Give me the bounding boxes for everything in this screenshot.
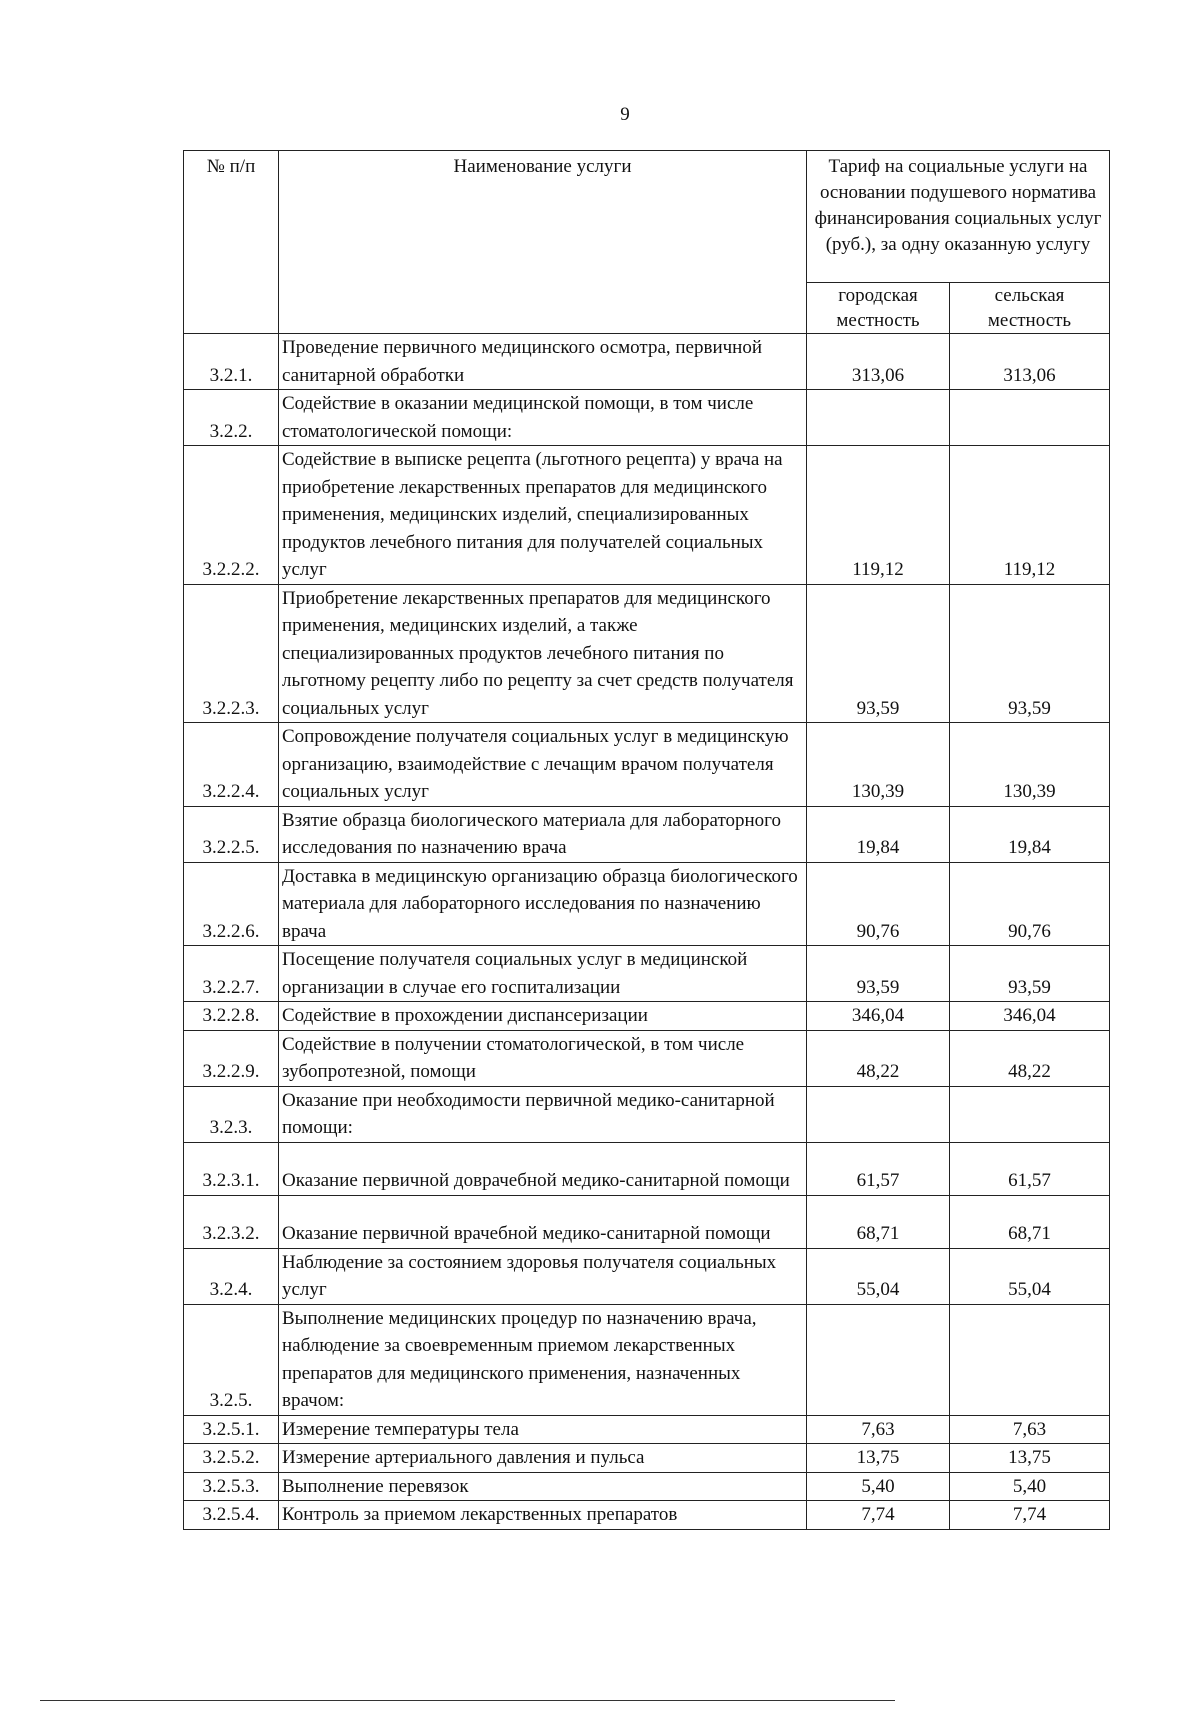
row-number: 3.2.2.2. [184,446,279,585]
row-number: 3.2.2.7. [184,946,279,1002]
row-number: 3.2.2.4. [184,723,279,807]
header-name: Наименование услуги [279,151,807,334]
row-city-tariff [807,1304,950,1415]
row-city-tariff [807,1086,950,1142]
row-service-name: Измерение температуры тела [279,1415,807,1444]
row-number: 3.2.5.1. [184,1415,279,1444]
row-rural-tariff: 346,04 [950,1002,1110,1031]
row-service-name: Проведение первичного медицинского осмотра, первичной санитарной обработки [279,334,807,390]
row-rural-tariff: 93,59 [950,584,1110,723]
row-number: 3.2.5.2. [184,1444,279,1473]
row-city-tariff: 119,12 [807,446,950,585]
tariff-table [183,150,1110,1530]
row-number: 3.2.2.9. [184,1030,279,1086]
row-city-tariff: 19,84 [807,806,950,862]
row-number: 3.2.5.3. [184,1472,279,1501]
table-row [184,1501,1110,1530]
row-service-name: Взятие образца биологического материала для лабораторного исследования по назначению врача [279,806,807,862]
row-service-name: Содействие в оказании медицинской помощи, в том числе стоматологической помощи: [279,390,807,446]
table-row [184,1086,1110,1142]
header-city: городская местность [807,283,950,334]
row-number: 3.2.1. [184,334,279,390]
header-num: № п/п [184,151,279,334]
row-service-name: Выполнение медицинских процедур по назначению врача, наблюдение за своевременным приемом лекарственных препаратов для медицинского применения, назначенных врачом: [279,1304,807,1415]
row-service-name: Доставка в медицинскую организацию образца биологического материала для лабораторного исследования по назначению врача [279,862,807,946]
row-rural-tariff: 13,75 [950,1444,1110,1473]
row-city-tariff: 90,76 [807,862,950,946]
row-rural-tariff: 313,06 [950,334,1110,390]
row-city-tariff: 313,06 [807,334,950,390]
row-service-name: Содействие в прохождении диспансеризации [279,1002,807,1031]
row-service-name: Сопровождение получателя социальных услуг в медицинскую организацию, взаимодействие с лечащим врачом получателя социальных услуг [279,723,807,807]
row-rural-tariff: 90,76 [950,862,1110,946]
row-city-tariff: 13,75 [807,1444,950,1473]
row-service-name: Оказание первичной доврачебной медико-санитарной помощи [279,1142,807,1195]
row-rural-tariff: 7,63 [950,1415,1110,1444]
row-number: 3.2.3.2. [184,1195,279,1248]
row-service-name: Оказание первичной врачебной медико-санитарной помощи [279,1195,807,1248]
table-body [184,334,1110,1530]
row-city-tariff: 48,22 [807,1030,950,1086]
row-number: 3.2.2.5. [184,806,279,862]
row-service-name: Приобретение лекарственных препаратов для медицинского применения, медицинских изделий, а также специализированных продуктов лечебного питания по льготному рецепту либо по рецепту за счет средств получателя социальных услуг [279,584,807,723]
row-city-tariff: 55,04 [807,1248,950,1304]
table-row [184,1472,1110,1501]
row-service-name: Посещение получателя социальных услуг в медицинской организации в случае его госпитализации [279,946,807,1002]
row-number: 3.2.5.4. [184,1501,279,1530]
table-row [184,334,1110,390]
row-rural-tariff: 55,04 [950,1248,1110,1304]
table-row [184,1444,1110,1473]
row-city-tariff: 93,59 [807,946,950,1002]
row-rural-tariff [950,1304,1110,1415]
footer-rule [40,1700,895,1701]
row-service-name: Содействие в выписке рецепта (льготного рецепта) у врача на приобретение лекарственных препаратов для медицинского применения, медицинских изделий, специализированных продуктов лечебного питания для получателей социальных услуг [279,446,807,585]
row-service-name: Оказание при необходимости первичной медико-санитарной помощи: [279,1086,807,1142]
table-row [184,1142,1110,1195]
row-rural-tariff: 5,40 [950,1472,1110,1501]
row-number: 3.2.2.6. [184,862,279,946]
table-row [184,723,1110,807]
row-number: 3.2.5. [184,1304,279,1415]
row-city-tariff: 5,40 [807,1472,950,1501]
row-number: 3.2.3.1. [184,1142,279,1195]
row-number: 3.2.4. [184,1248,279,1304]
table-row [184,946,1110,1002]
row-service-name: Измерение артериального давления и пульса [279,1444,807,1473]
header-rural: сельская местность [950,283,1110,334]
row-number: 3.2.2. [184,390,279,446]
row-rural-tariff: 61,57 [950,1142,1110,1195]
row-rural-tariff: 68,71 [950,1195,1110,1248]
row-city-tariff: 61,57 [807,1142,950,1195]
row-rural-tariff: 19,84 [950,806,1110,862]
row-city-tariff [807,390,950,446]
row-rural-tariff: 119,12 [950,446,1110,585]
row-city-tariff: 7,74 [807,1501,950,1530]
table-row [184,1415,1110,1444]
row-service-name: Контроль за приемом лекарственных препаратов [279,1501,807,1530]
row-service-name: Выполнение перевязок [279,1472,807,1501]
row-rural-tariff: 93,59 [950,946,1110,1002]
page-number: 9 [620,104,630,125]
row-city-tariff: 93,59 [807,584,950,723]
row-rural-tariff: 130,39 [950,723,1110,807]
row-city-tariff: 130,39 [807,723,950,807]
table-row [184,1304,1110,1415]
row-rural-tariff [950,390,1110,446]
row-number: 3.2.2.3. [184,584,279,723]
table-row [184,1030,1110,1086]
table-row [184,862,1110,946]
table-row [184,1002,1110,1031]
table-row [184,806,1110,862]
header-tariff: Тариф на социальные услуги на основании подушевого норматива финансирования социальных услуг (руб.), за одну оказанную услугу [807,151,1110,283]
row-number: 3.2.2.8. [184,1002,279,1031]
table-header-row [184,151,1110,283]
table-row [184,1195,1110,1248]
row-city-tariff: 346,04 [807,1002,950,1031]
row-service-name: Наблюдение за состоянием здоровья получателя социальных услуг [279,1248,807,1304]
table-row [184,446,1110,585]
table-row [184,390,1110,446]
row-city-tariff: 7,63 [807,1415,950,1444]
row-city-tariff: 68,71 [807,1195,950,1248]
table-row [184,584,1110,723]
row-service-name: Содействие в получении стоматологической, в том числе зубопротезной, помощи [279,1030,807,1086]
row-rural-tariff: 7,74 [950,1501,1110,1530]
row-rural-tariff: 48,22 [950,1030,1110,1086]
row-rural-tariff [950,1086,1110,1142]
table-row [184,1248,1110,1304]
row-number: 3.2.3. [184,1086,279,1142]
